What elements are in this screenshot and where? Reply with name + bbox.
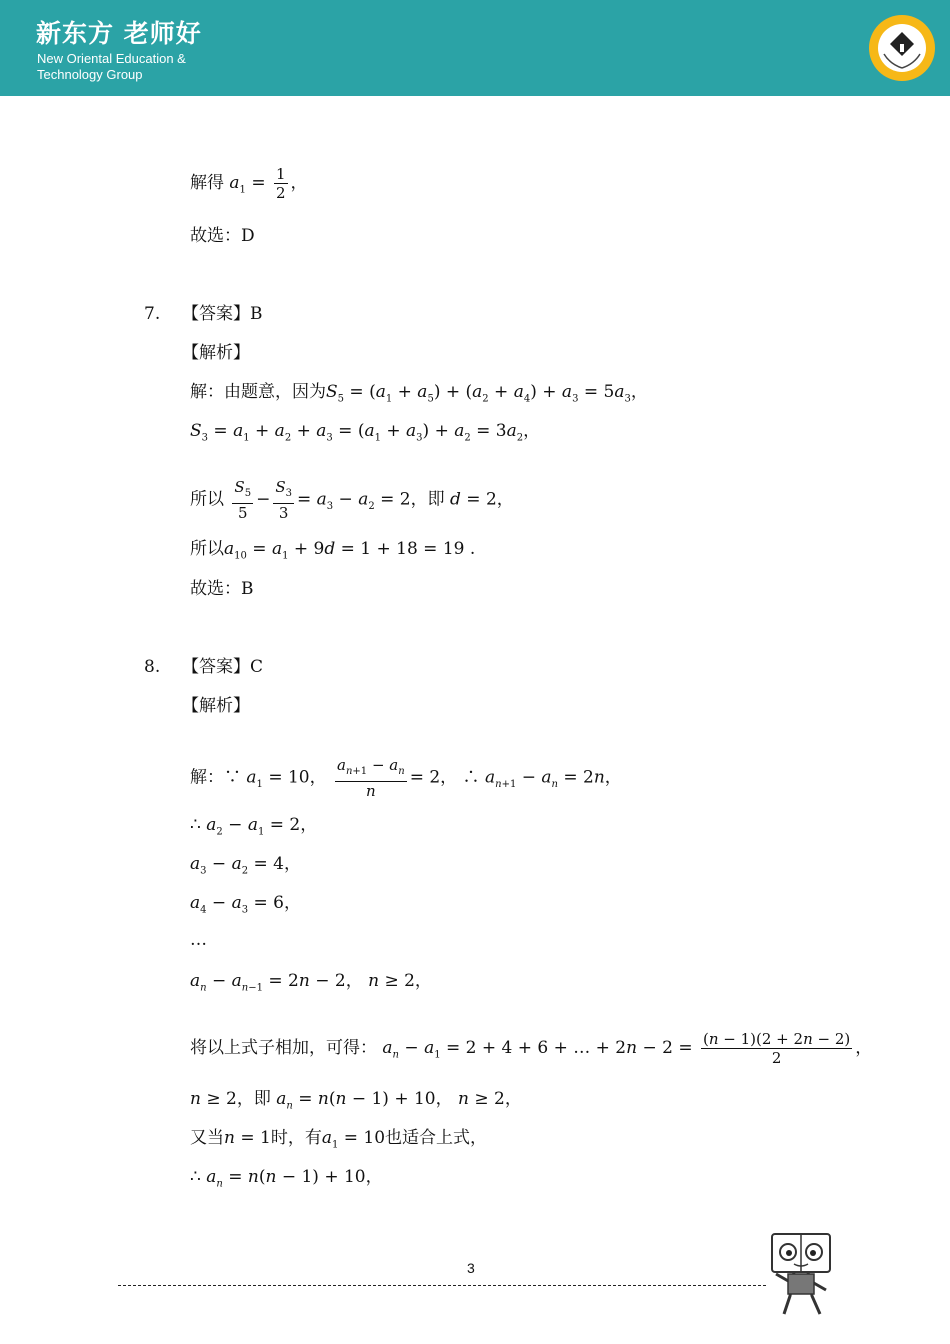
q7-line1: 解：由题意，因为$S_5 = (a_1 + a_5) + (a_2 + a_4) + a_3 = 5a_3$， bbox=[190, 382, 648, 405]
brand-en-line1: New Oriental Education & bbox=[37, 51, 186, 66]
q8-step-n: $a_n - a_{n-1} = 2n - 2$， n ≥ 2， bbox=[190, 971, 432, 994]
footer-divider bbox=[118, 1285, 766, 1286]
q7-conclusion: 故选：B bbox=[190, 579, 254, 599]
q8-step2: $a_3 - a_2 = 4$， bbox=[190, 854, 301, 877]
q8-step1: ∴ $a_2 - a_1 = 2$， bbox=[190, 815, 318, 838]
q8-check-line: 又当n = 1时，有$a_1 = 10$也适合上式， bbox=[190, 1128, 488, 1151]
q6-conclusion: 故选：D bbox=[190, 226, 255, 246]
q8-ellipsis: … bbox=[190, 930, 207, 950]
q8-number: 8. bbox=[144, 657, 161, 677]
logo-icon bbox=[868, 14, 936, 82]
q8-analysis: 【解析】 bbox=[182, 696, 250, 716]
mascot-icon bbox=[766, 1230, 836, 1318]
q7-answer: 【答案】B bbox=[182, 304, 263, 324]
q8-line1: 解：∵ $a_1 = 10$， $\frac{a_{n+1} - a_n}{n}$ = 2， ∴ $a_{n+1} - a_n = 2n$， bbox=[190, 756, 622, 800]
q6-solve-line: 解得 $a_1$ = $\frac{1}{2}$ ， bbox=[190, 165, 308, 202]
brand-name-cn: 新东方 老师好 bbox=[36, 19, 202, 48]
q8-answer: 【答案】C bbox=[182, 657, 264, 677]
q7-number: 7. bbox=[144, 304, 161, 324]
page-number: 3 bbox=[467, 1260, 475, 1276]
q8-final-line: ∴ $a_n = n(n - 1) + 10$， bbox=[190, 1167, 383, 1190]
page-header bbox=[0, 0, 950, 96]
brand-name-en bbox=[37, 51, 186, 83]
q7-line4: 所以$a_{10} = a_1 + 9d = 1 + 18 = 19$ . bbox=[190, 539, 476, 562]
brand-en-line2: Technology Group bbox=[37, 67, 143, 82]
q7-analysis: 【解析】 bbox=[182, 343, 250, 363]
q8-sum-line: 将以上式子相加，可得： $a_n - a_1 = 2 + 4 + 6$ + … + 2n − 2 = $\frac{(n - 1)(2 + 2n - 2)}{2}$ ， bbox=[190, 1030, 873, 1067]
q7-line2: $S_3 = a_1 + a_2 + a_3 = (a_1 + a_3) + a_2 = 3a_2$， bbox=[190, 421, 541, 444]
q8-general-line: n ≥ 2，即 $a_n = n(n - 1) + 10$， n ≥ 2， bbox=[190, 1089, 522, 1112]
q8-step3: $a_4 - a_3 = 6$， bbox=[190, 893, 301, 916]
q7-line3: 所以 $\frac{S_5}{5}$ − $\frac{S_3}{3}$ = $a_3 - a_2 = 2$，即 d = 2， bbox=[190, 478, 514, 522]
